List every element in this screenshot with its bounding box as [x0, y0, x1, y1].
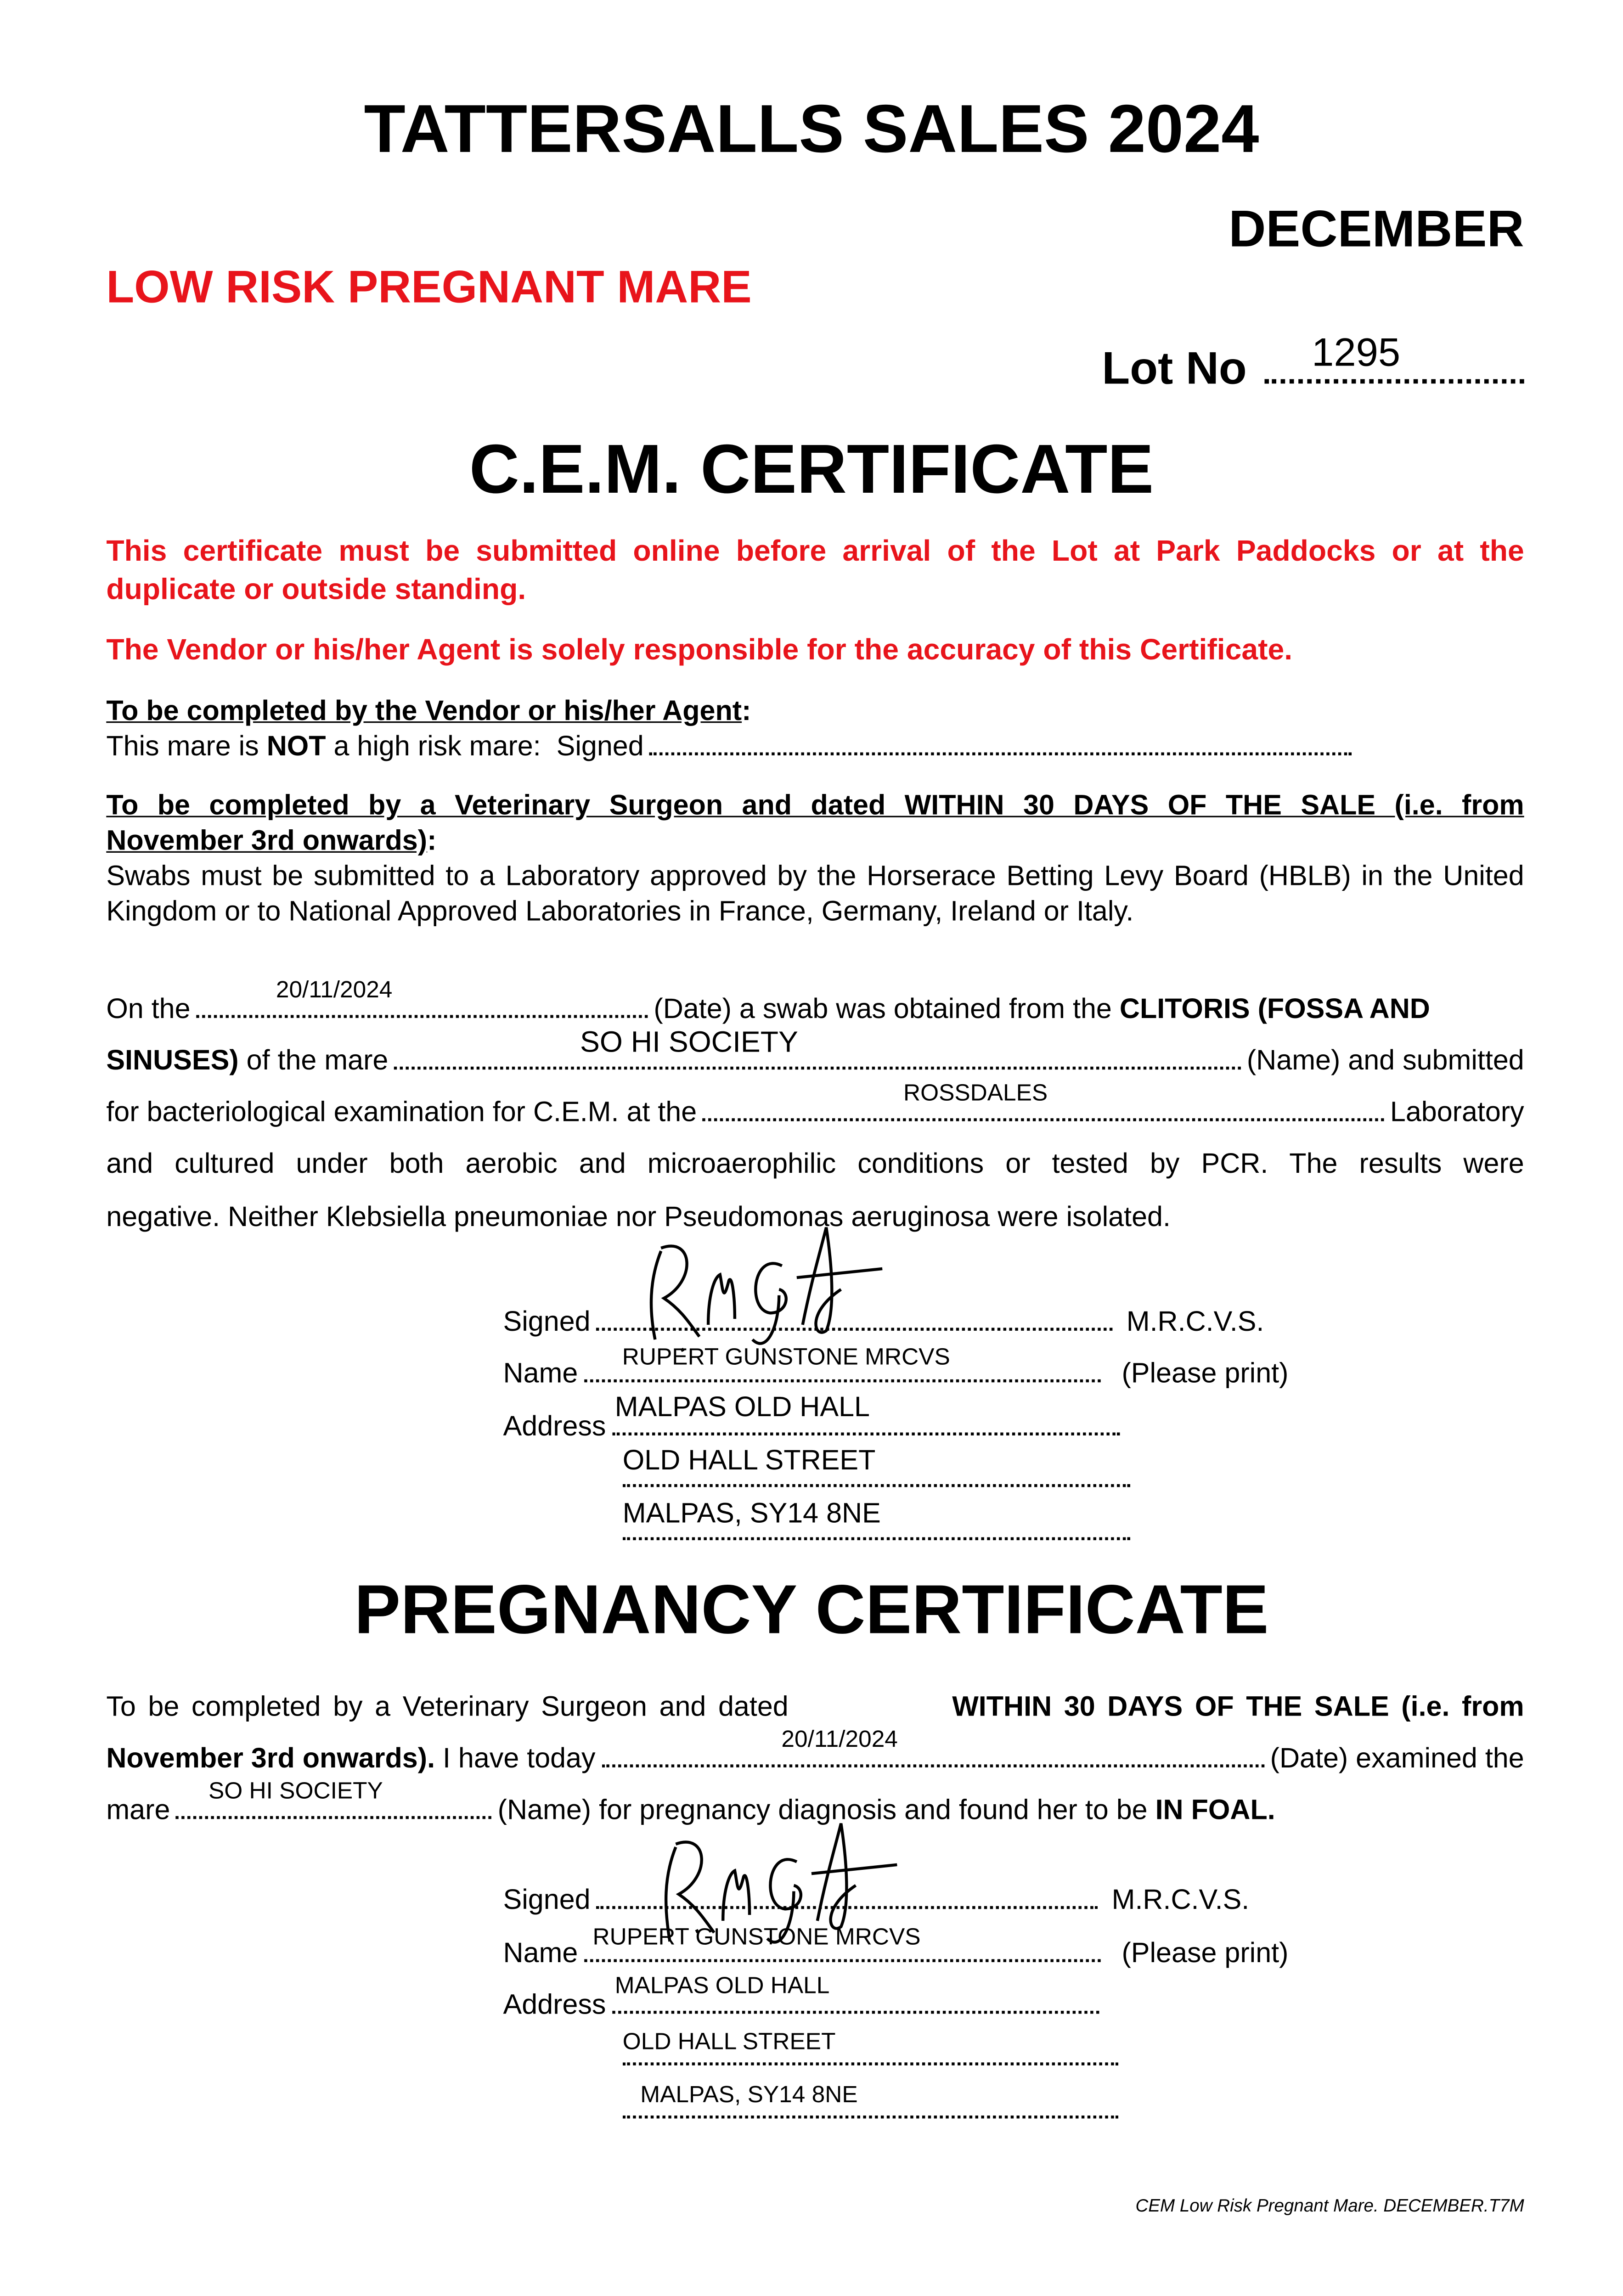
- swab-date-value: 20/11/2024: [276, 978, 393, 1003]
- lot-label: Lot No: [1102, 342, 1247, 394]
- vet-heading-line-1: To be completed by a Veterinary Surgeon and dated WITHIN 30 DAYS OF THE SALE (i.e. from: [106, 791, 1524, 822]
- cem-address-line-2[interactable]: OLD HALL STREET: [623, 1463, 1130, 1487]
- pregnancy-name-row: Name RUPERT GUNSTONE MRCVS (Please print): [503, 1937, 1289, 1972]
- vendor-statement: This mare is NOT a high risk mare: Signed: [106, 730, 1524, 765]
- cem-vet-name: RUPERT GUNSTONE MRCVS: [622, 1345, 950, 1371]
- pregnancy-mare-value: SO HI SOCIETY: [208, 1779, 383, 1805]
- cem-notice-1: This certificate must be submitted online before arrival of the Lot at Park Paddocks or at the duplicate or outside standing.: [106, 535, 1524, 607]
- cem-signature-image: [605, 1221, 900, 1369]
- pregnancy-date-row: November 3rd onwards). I have today 20/11/2024 (Date) examined the: [106, 1742, 1524, 1778]
- pregnancy-mare-field[interactable]: [176, 1779, 492, 1819]
- cem-title: C.E.M. CERTIFICATE: [469, 429, 1154, 508]
- laboratory-row: for bacteriological examination for C.E.M. at the ROSSDALES Laboratory: [106, 1096, 1524, 1131]
- swab-date-row: On the 20/11/2024 (Date) a swab was obtained from the CLITORIS (FOSSA AND: [106, 993, 1524, 1028]
- cem-address-line-1[interactable]: MALPAS OLD HALL: [612, 1412, 1119, 1435]
- vet-heading-line-2: November 3rd onwards) :: [106, 826, 437, 857]
- cem-name-row: Name RUPERT GUNSTONE MRCVS (Please print): [503, 1357, 1289, 1393]
- sale-month: DECEMBER: [1229, 200, 1524, 259]
- cem-address-line-3[interactable]: MALPAS, SY14 8NE: [623, 1517, 1130, 1540]
- pregnancy-mare-row: mare SO HI SOCIETY (Name) for pregnancy diagnosis and found her to be IN FOAL.: [106, 1794, 1524, 1829]
- laboratory-field[interactable]: [703, 1081, 1384, 1121]
- cem-notice-2: The Vendor or his/her Agent is solely responsible for the accuracy of this Certificate.: [106, 634, 1293, 667]
- cem-address-row: Address MALPAS OLD HALL: [503, 1410, 1126, 1446]
- lot-number-value: 1295: [1312, 330, 1401, 375]
- document-title: TATTERSALLS SALES 2024: [364, 90, 1259, 167]
- pregnancy-date-field[interactable]: [601, 1728, 1264, 1767]
- pregnancy-address-line-2[interactable]: OLD HALL STREET: [623, 2042, 1118, 2065]
- pregnancy-address-row: Address MALPAS OLD HALL: [503, 1989, 1105, 2024]
- pregnancy-signed-row: Signed M.R.C.V.S.: [503, 1885, 1250, 1917]
- lot-number-row: [1102, 330, 1524, 395]
- vendor-heading: To be completed by the Vendor or his/her Agent :: [106, 696, 751, 727]
- pregnancy-title: PREGNANCY CERTIFICATE: [354, 1570, 1269, 1648]
- pregnancy-signature-image: [620, 1818, 915, 1965]
- category-label: LOW RISK PREGNANT MARE: [106, 261, 752, 313]
- footer-reference: CEM Low Risk Pregnant Mare. DECEMBER.T7M: [1135, 2195, 1524, 2216]
- pregnancy-vet-name: RUPERT GUNSTONE MRCVS: [592, 1925, 921, 1951]
- cem-signed-row: Signed M.R.C.V.S.: [503, 1307, 1264, 1338]
- mare-name-row: SINUSES) of the mare SO HI SOCIETY (Name) and submitted: [106, 1045, 1524, 1080]
- swab-date-field[interactable]: [196, 978, 648, 1018]
- laboratory-value: ROSSDALES: [903, 1081, 1048, 1107]
- pregnancy-date-value: 20/11/2024: [781, 1728, 898, 1753]
- vendor-signature-field[interactable]: [650, 732, 1352, 755]
- pregnancy-address-line-3[interactable]: MALPAS, SY14 8NE: [623, 2095, 1118, 2118]
- mare-name-value: SO HI SOCIETY: [580, 1027, 798, 1059]
- swab-instructions: Swabs must be submitted to a Laboratory approved by the Horserace Betting Levy Board (HBLB) in the United Kingdom or to National Approved Laboratories in France, Germany, Ireland or Italy.: [106, 861, 1524, 928]
- lot-number-field: [1264, 330, 1524, 383]
- negative-result-statement: negative. Neither Klebsiella pneumoniae nor Pseudomonas aeruginosa were isolated.: [106, 1202, 1171, 1233]
- pregnancy-intro-row: To be completed by a Veterinary Surgeon and dated WITHIN 30 DAYS OF THE SALE (i.e. from: [106, 1692, 1524, 1723]
- culture-statement: and cultured under both aerobic and microaerophilic conditions or tested by PCR. The results were: [106, 1149, 1524, 1181]
- pregnancy-address-line-1[interactable]: MALPAS OLD HALL: [612, 1990, 1099, 2014]
